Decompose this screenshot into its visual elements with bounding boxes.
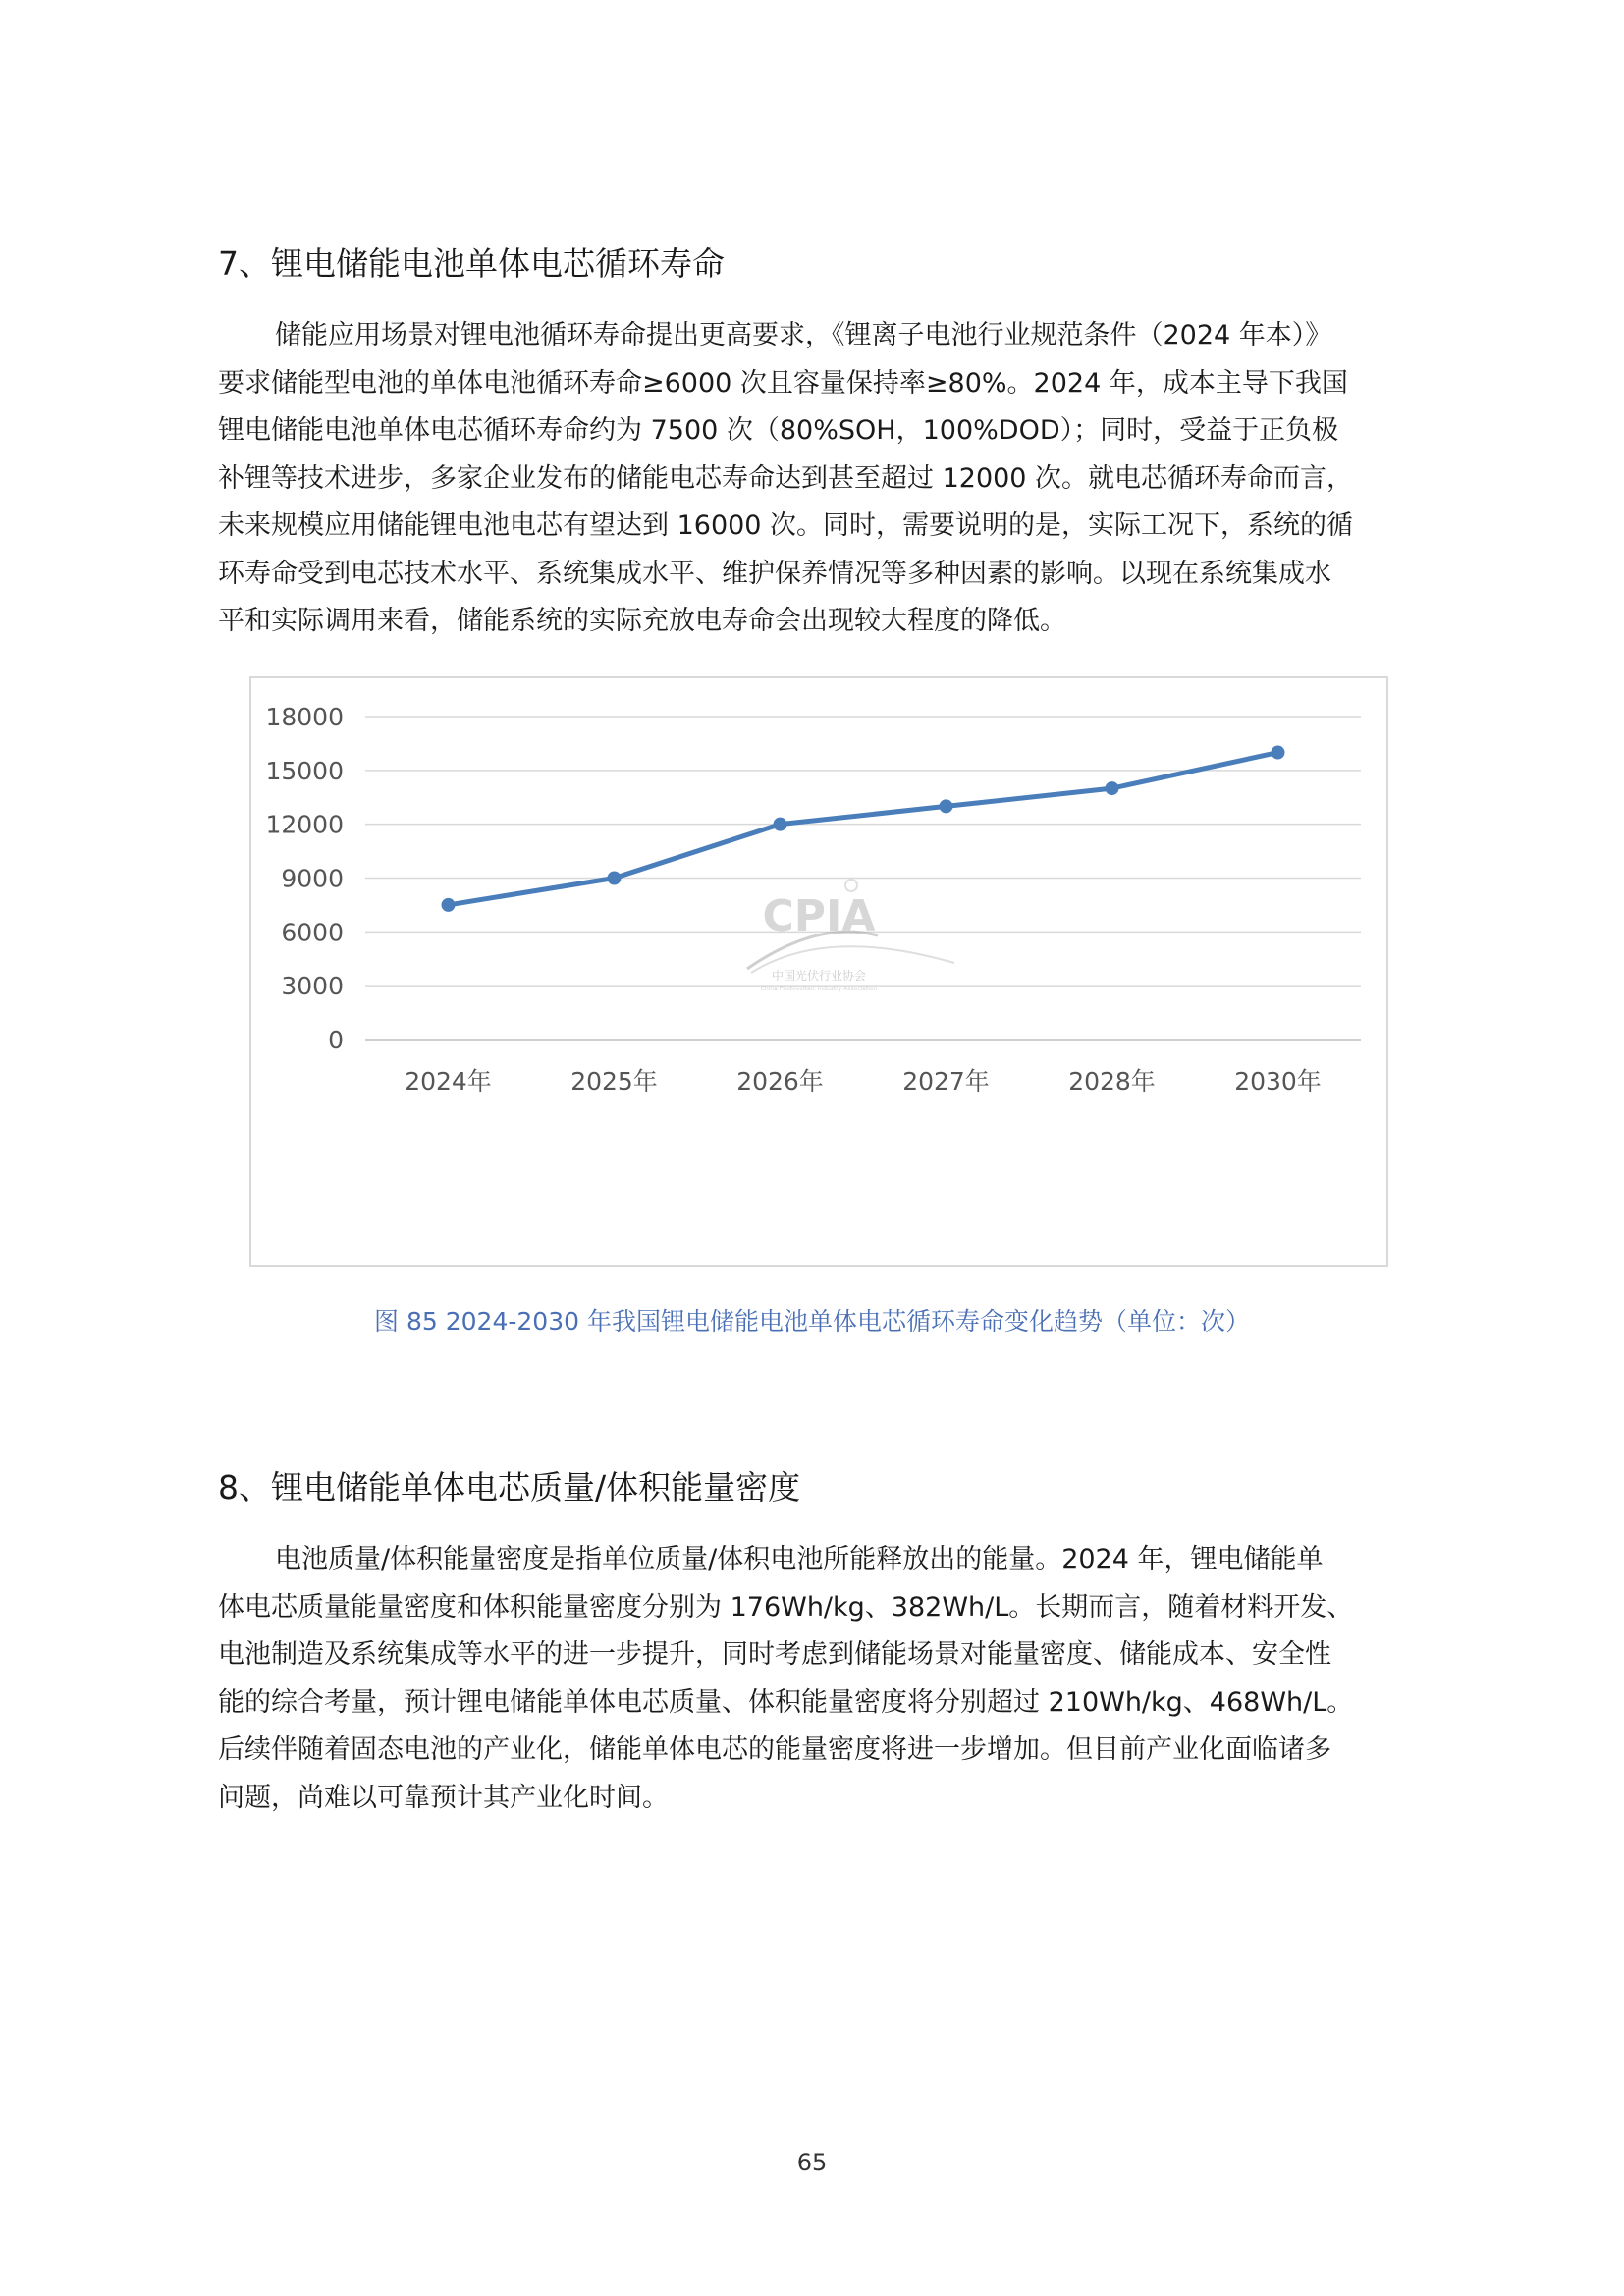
x-tick-label: 2028年 bbox=[1068, 1067, 1156, 1095]
line-chart bbox=[249, 676, 1388, 1267]
section-7-paragraph bbox=[218, 312, 1428, 646]
watermark-org-cn: 中国光伏行业协会 bbox=[771, 969, 867, 983]
paragraph-line: 问题，尚难以可靠预计其产业化时间。 bbox=[218, 1782, 669, 1813]
y-tick-label: 6000 bbox=[281, 918, 344, 947]
paragraph-line: 储能应用场景对锂电池循环寿命提出更高要求，《锂离子电池行业规范条件（2024 年本）》 bbox=[275, 320, 1332, 350]
data-point bbox=[442, 898, 456, 912]
watermark-logo-text: CPIA bbox=[762, 891, 876, 941]
paragraph-line: 体电芯质量能量密度和体积能量密度分别为 176Wh/kg、382Wh/L。长期而言，随着材料开发、 bbox=[218, 1591, 1354, 1623]
paragraph-line: 平和实际调用来看，储能系统的实际充放电寿命会出现较大程度的降低。 bbox=[218, 606, 1066, 636]
paragraph-line: 电池制造及系统集成等水平的进一步提升，同时考虑到储能场景对能量密度、储能成本、安全性 bbox=[218, 1639, 1331, 1670]
section-8-paragraph bbox=[218, 1536, 1428, 1822]
figure-caption: 图 85 2024-2030 年我国锂电储能电池单体电芯循环寿命变化趋势（单位：次） bbox=[374, 1308, 1250, 1336]
y-tick-label: 15000 bbox=[265, 756, 344, 785]
series-line bbox=[449, 753, 1278, 905]
paragraph-line: 未来规模应用储能锂电池电芯有望达到 16000 次。同时，需要说明的是，实际工况下，系统的循 bbox=[218, 510, 1354, 541]
y-tick-label: 0 bbox=[328, 1026, 344, 1054]
section-7-heading: 7、锂电储能电池单体电芯循环寿命 bbox=[218, 244, 725, 283]
paragraph-line: 电池质量/体积能量密度是指单位质量/体积电池所能释放出的能量。2024 年，锂电储能单 bbox=[275, 1544, 1324, 1575]
watermark-org-en: China Photovoltaic Industry Association bbox=[760, 986, 878, 992]
paragraph-line: 要求储能型电池的单体电池循环寿命≥6000 次且容量保持率≥80%。2024 年，成本主导下我国 bbox=[218, 367, 1348, 399]
chart-svg bbox=[251, 678, 1386, 1265]
x-tick-label: 2030年 bbox=[1234, 1067, 1322, 1095]
paragraph-line: 能的综合考量，预计锂电储能单体电芯质量、体积能量密度将分别超过 210Wh/kg、468Wh/L。 bbox=[218, 1686, 1354, 1718]
x-tick-label: 2024年 bbox=[405, 1067, 492, 1095]
data-point bbox=[1272, 746, 1285, 760]
section-8-heading: 8、锂电储能单体电芯质量/体积能量密度 bbox=[218, 1468, 801, 1507]
y-tick-label: 3000 bbox=[281, 972, 344, 1001]
paragraph-line: 后续伴随着固态电池的产业化，储能单体电芯的能量密度将进一步增加。但目前产业化面临诸多 bbox=[218, 1735, 1331, 1765]
x-tick-label: 2027年 bbox=[902, 1067, 990, 1095]
y-tick-label: 12000 bbox=[265, 810, 344, 839]
cpia-watermark-logo bbox=[747, 880, 954, 992]
paragraph-line: 锂电储能电池单体电芯循环寿命约为 7500 次（80%SOH，100%DOD）；同时，受益于正负极 bbox=[218, 415, 1339, 446]
data-point bbox=[608, 872, 622, 885]
y-tick-label: 9000 bbox=[281, 864, 344, 893]
data-point bbox=[774, 818, 787, 831]
page-number: 65 bbox=[796, 2149, 828, 2176]
paragraph-line: 环寿命受到电芯技术水平、系统集成水平、维护保养情况等多种因素的影响。以现在系统集成水 bbox=[218, 558, 1331, 589]
data-point bbox=[940, 799, 953, 813]
y-tick-label: 18000 bbox=[265, 703, 344, 731]
paragraph-line: 补锂等技术进步，多家企业发布的储能电芯寿命达到甚至超过 12000 次。就电芯循环寿命而言， bbox=[218, 462, 1354, 494]
x-tick-label: 2026年 bbox=[736, 1067, 824, 1095]
x-tick-label: 2025年 bbox=[570, 1067, 658, 1095]
data-point bbox=[1106, 781, 1119, 795]
